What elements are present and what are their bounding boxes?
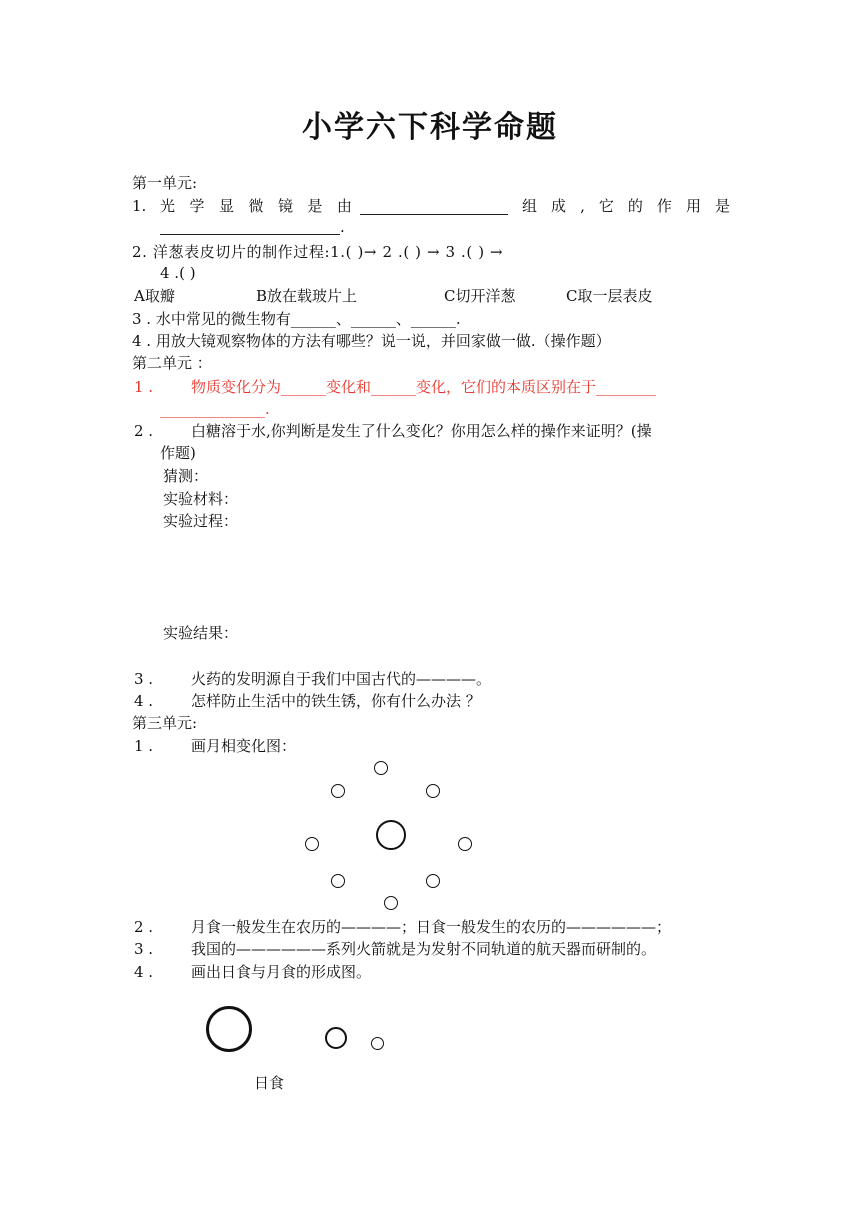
q1-char: 显	[218, 197, 234, 215]
moon-phase-circle	[384, 896, 398, 910]
unit1-q2-line2: 4 .( )	[160, 264, 196, 282]
unit3-q1-number: 1 .	[134, 737, 154, 755]
unit3-q3-text: 我国的——————系列火箭就是为发射不同轨道的航天器而研制的。	[191, 940, 657, 958]
moon-phase-circle	[374, 761, 388, 775]
moon-phase-circle	[305, 837, 319, 851]
moon-circle	[371, 1037, 384, 1050]
earth-circle	[376, 820, 406, 850]
unit3-q3-number: 3 .	[134, 940, 154, 958]
unit2-q4-text: 怎样防止生活中的铁生锈，你有什么办法 ？	[191, 692, 481, 710]
process-label: 实验过程：	[163, 512, 239, 530]
unit2-q3-number: 3 .	[134, 670, 154, 688]
unit1-q4: 4 . 用放大镜观察物体的方法有哪些？说一说，并回家做一做.（操作题）	[132, 332, 611, 350]
q1-char: ,	[580, 197, 585, 215]
page-title: 小学六下科学命题	[302, 110, 558, 145]
moon-phase-circle	[426, 784, 440, 798]
q1-char: 作	[656, 197, 672, 215]
guess-label: 猜测：	[163, 467, 209, 485]
unit1-q1-line1	[132, 199, 730, 219]
q1-char: 用	[685, 197, 701, 215]
unit1-q1-lead	[160, 199, 352, 214]
unit1-q3: 3 . 水中常见的微生物有______、______、______.	[132, 310, 461, 328]
unit2-q1-cont: ______________.	[160, 400, 270, 418]
moon-phase-circle	[426, 874, 440, 888]
moon-phase-circle	[458, 837, 472, 851]
q1-char: 的	[627, 197, 643, 215]
unit1-q1-line2	[160, 220, 345, 235]
moon-phase-circle	[331, 784, 345, 798]
unit2-q1-number: 1 .	[134, 378, 154, 396]
moon-phase-circle	[331, 874, 345, 888]
q1-char: 镜	[277, 197, 293, 215]
unit1-q1-number: 1.	[132, 197, 147, 215]
q1-char: 光	[160, 197, 176, 215]
answer-blank[interactable]	[360, 200, 508, 215]
q1-char: 组	[522, 197, 538, 215]
unit3-heading: 第三单元:	[132, 714, 198, 732]
unit1-heading: 第一单元:	[132, 174, 198, 192]
unit2-q4-number: 4 .	[134, 692, 154, 710]
q1-char: 它	[598, 197, 614, 215]
unit3-q4-number: 4 .	[134, 963, 154, 981]
unit2-q1-text: 物质变化分为______变化和______变化，它们的本质区别在于________	[191, 378, 657, 396]
unit2-q2-text: 白糖溶于水,你判断是发生了什么变化？你用怎么样的操作来证明？(操	[191, 422, 652, 440]
option-c: C切开洋葱	[444, 287, 516, 305]
materials-label: 实验材料：	[163, 490, 239, 508]
unit2-heading: 第二单元 ：	[132, 354, 212, 372]
unit3-q4-text: 画出日食与月食的形成图。	[191, 963, 372, 981]
solar-eclipse-label: 日食	[254, 1074, 285, 1092]
option-a: A取瓣	[134, 287, 175, 305]
unit1-q2-line1: 2. 洋葱表皮切片的制作过程:1.( )→ 2 .( ) → 3 .( ) →	[132, 243, 504, 261]
q1-end: .	[340, 218, 345, 236]
option-b: B放在载玻片上	[256, 287, 358, 305]
unit1-q1-mid	[522, 199, 730, 214]
q1-char: 学	[189, 197, 205, 215]
unit2-q3-text: 火药的发明源自于我们中国古代的————。	[191, 670, 492, 688]
q1-char: 是	[714, 197, 730, 215]
sun-circle	[206, 1006, 252, 1052]
answer-blank[interactable]	[160, 220, 340, 235]
option-c2: C取一层表皮	[566, 287, 653, 305]
q1-char: 是	[307, 197, 323, 215]
result-label: 实验结果：	[163, 624, 239, 642]
q1-char: 微	[248, 197, 264, 215]
q1-char: 由	[336, 197, 352, 215]
unit3-q2-text: 月食一般发生在农历的————；日食一般发生的农历的——————；	[191, 918, 672, 936]
unit3-q1-text: 画月相变化图：	[191, 737, 297, 755]
unit3-q2-number: 2 .	[134, 918, 154, 936]
unit2-q2-number: 2 .	[134, 422, 154, 440]
unit2-q2-cont: 作题)	[160, 444, 196, 462]
earth-circle	[325, 1027, 347, 1049]
q1-char: 成	[551, 197, 567, 215]
